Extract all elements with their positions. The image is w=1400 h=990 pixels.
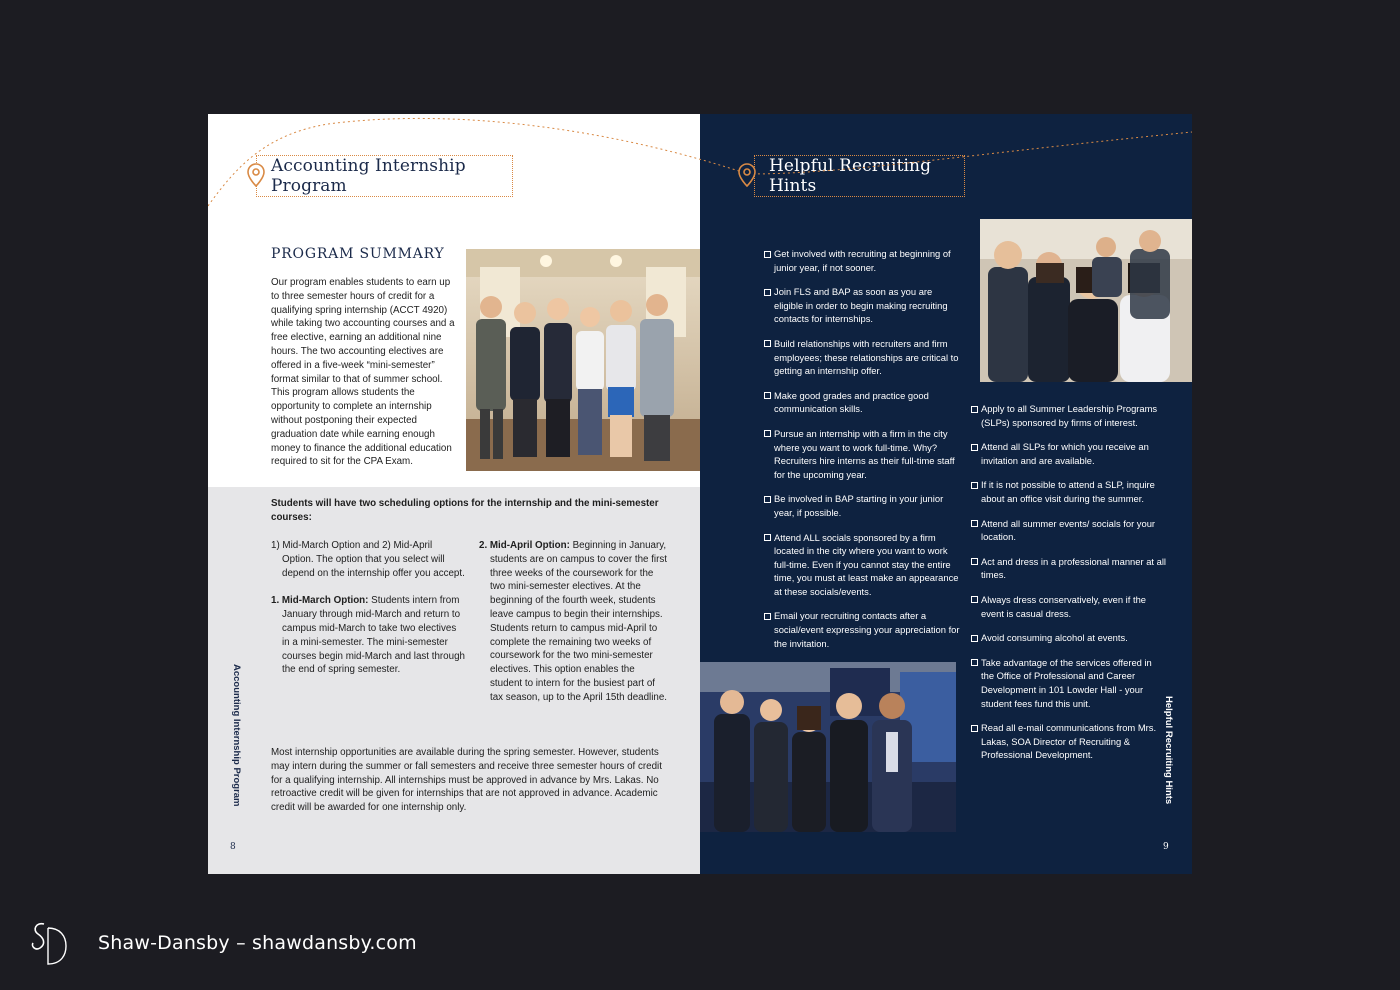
left-page-title: Accounting Internship Program <box>271 156 466 196</box>
recruiting-event-photo <box>980 219 1192 382</box>
checkbox-icon <box>971 558 978 565</box>
checkbox-icon <box>971 444 978 451</box>
option-2-label: 2. Mid-April Option: <box>479 540 570 551</box>
career-fair-photo <box>700 662 956 832</box>
options-column-left <box>271 539 466 691</box>
checkbox-icon <box>764 340 771 347</box>
hint-item: Take advantage of the services offered in the Office of Professional and Career Development in 101 Lowder Hall - your student fees fund this unit. <box>971 656 1167 710</box>
options-column-right <box>479 539 669 719</box>
checkbox-icon <box>764 251 771 258</box>
hint-item: Always dress conservatively, even if the event is casual dress. <box>971 593 1167 620</box>
options-intro: 1) Mid-March Option and 2) Mid-April Option. The option that you select will depend on the internship offer you accept. <box>271 540 465 579</box>
closing-paragraph: Most internship opportunities are available during the spring semester. However, students may intern during the summer or fall semesters and receive three semester hours of credit for a qualifying internship. All internships must be approved in advance by Mrs. Lakas. No retroactive credit will be given for internships that are not approved in advance. Academic credit will be awarded for one internship only. <box>271 747 662 814</box>
hint-item: Attend all summer events/ socials for your location. <box>971 517 1167 544</box>
right-page <box>700 114 1192 874</box>
option-1-text: Students intern from January through mid-March and return to campus mid-March to take two electives in a mini-semester. The mini-semester courses begin mid-March and last through the end of spring semester. <box>282 595 465 676</box>
footer-credit: Shaw-Dansby – shawdansby.com <box>98 932 417 954</box>
checkbox-icon <box>764 613 771 620</box>
hint-item: Attend all SLPs for which you receive an invitation and are available. <box>971 440 1167 467</box>
checkbox-icon <box>764 534 771 541</box>
option-1-label: 1. Mid-March Option: <box>271 595 369 607</box>
checkbox-icon <box>971 635 978 642</box>
section-heading: PROGRAM SUMMARY <box>271 246 445 262</box>
hint-item: Get involved with recruiting at beginning of junior year, if not sooner. <box>764 247 960 274</box>
hint-item: If it is not possible to attend a SLP, inquire about an office visit during the summer. <box>971 478 1167 505</box>
hints-list-right <box>971 402 1167 762</box>
checkbox-icon <box>764 289 771 296</box>
hint-item: Join FLS and BAP as soon as you are eligible in order to begin making recruiting contacts for internships. <box>764 285 960 326</box>
hint-item: Build relationships with recruiters and firm employees; these relationships are critical to getting an internship offer. <box>764 337 960 378</box>
summary-paragraph: Our program enables students to earn up to three semester hours of credit for a qualifying spring internship (ACCT 4920) while taking two accounting courses and a free elective, earning an additional nine hours. The two accounting electives are offered in a five-week “mini-semester” format similar to that of summer school. This program allows students the opportunity to complete an internship without postponing their expected graduation date while earning enough money to finance the additional education required to sit for the CPA Exam. <box>271 277 455 468</box>
hint-item: Read all e-mail communications from Mrs. Lakas, SOA Director of Recruiting & Professional Development. <box>971 721 1167 762</box>
checkbox-icon <box>971 725 978 732</box>
right-title-box <box>754 155 965 197</box>
right-side-label: Helpful Recruiting Hints <box>1163 696 1174 805</box>
checkbox-icon <box>971 406 978 413</box>
right-page-title: Helpful Recruiting Hints <box>769 156 932 196</box>
checkbox-icon <box>764 392 771 399</box>
checkbox-icon <box>971 482 978 489</box>
right-page-number: 9 <box>1163 842 1169 852</box>
group-photo <box>466 249 700 471</box>
hint-item: Be involved in BAP starting in your junior year, if possible. <box>764 492 960 519</box>
hint-item: Email your recruiting contacts after a social/event expressing your appreciation for the invitation. <box>764 609 960 650</box>
hint-item: Apply to all Summer Leadership Programs (SLPs) sponsored by firms of interest. <box>971 402 1167 429</box>
hints-list-left <box>764 247 960 650</box>
brochure-spread <box>208 114 1192 874</box>
hint-item: Make good grades and practice good communication skills. <box>764 389 960 416</box>
left-page-number: 8 <box>230 842 236 852</box>
left-side-label: Accounting Internship Program <box>231 664 242 807</box>
hint-item: Attend ALL socials sponsored by a firm located in the city where you want to work full-time. Even if you cannot stay the entire time, you must at least make an appearance at these socials/events. <box>764 531 960 599</box>
option-2-text: Beginning in January, students are on campus to cover the first three weeks of the coursework for the two mini-semester electives. At the beginning of the fourth week, students leave campus to begin their internships. Students return to campus mid-April to complete the remaining two weeks of coursework for the two mini-semester electives. This option enables the student to intern for the busiest part of tax season, up to the April 15th deadline. <box>490 540 668 703</box>
hint-item: Pursue an internship with a firm in the city where you want to work full-time. Why? Recruiters hire interns as their full-time staff for the upcoming year. <box>764 427 960 481</box>
left-title-box <box>256 155 513 197</box>
checkbox-icon <box>971 659 978 666</box>
checkbox-icon <box>971 520 978 527</box>
sd-monogram-logo <box>28 918 68 968</box>
option-1 <box>271 594 466 677</box>
footer <box>28 918 417 968</box>
checkbox-icon <box>764 430 771 437</box>
checkbox-icon <box>764 496 771 503</box>
checkbox-icon <box>971 596 978 603</box>
hint-item: Avoid consuming alcohol at events. <box>971 631 1167 645</box>
scheduling-intro: Students will have two scheduling options for the internship and the mini-semester courses: <box>271 498 659 523</box>
option-2 <box>479 539 669 705</box>
hint-item: Act and dress in a professional manner at all times. <box>971 555 1167 582</box>
left-page <box>208 114 700 874</box>
